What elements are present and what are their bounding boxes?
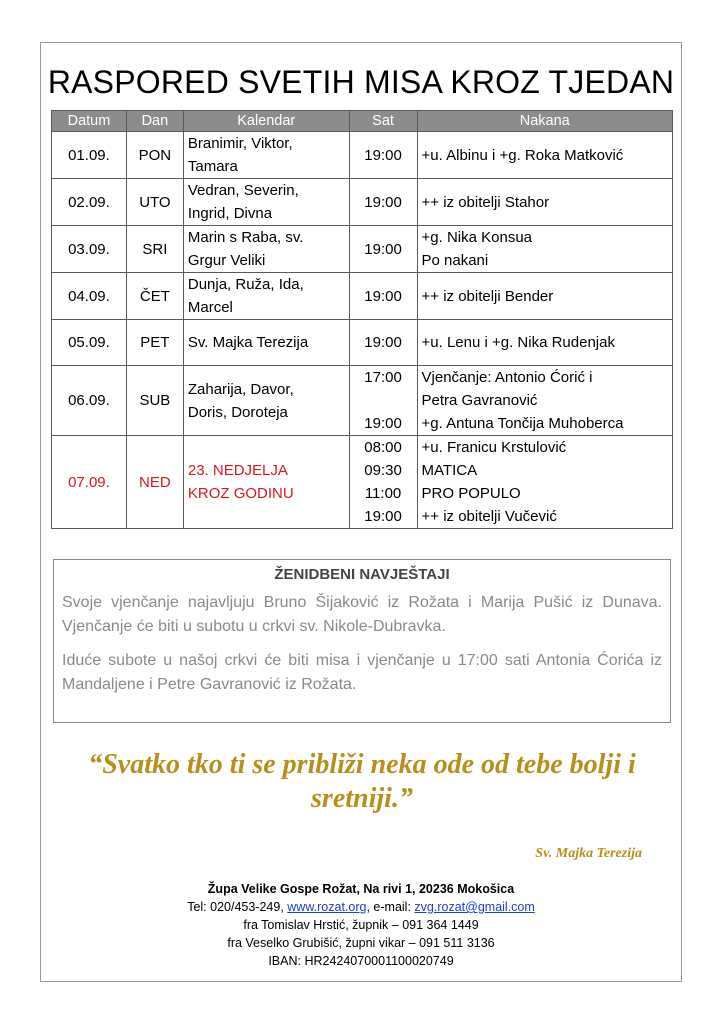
day-cell (126, 436, 183, 529)
intention-cell (417, 226, 672, 273)
date-cell (52, 273, 127, 320)
pastor-line: fra Tomislav Hrstić, župnik – 091 364 1449 (243, 918, 479, 932)
date-text: 02.09. (68, 193, 110, 211)
page-title: RASPORED SVETIH MISA KROZ TJEDAN (47, 64, 675, 100)
mass-time: 19:00 (364, 193, 402, 211)
intention-cell (417, 179, 672, 226)
announcements-title: ŽENIDBENI NAVJEŠTAJI (274, 566, 450, 583)
date-cell (52, 226, 127, 273)
calendar-cell (183, 320, 349, 366)
intention-line: +u. Lenu i +g. Nika Rudenjak (421, 334, 615, 351)
mass-time: 19:00 (364, 287, 402, 305)
marriage-announcements-box (53, 559, 671, 723)
time-cell (349, 132, 417, 179)
phone-text: Tel: 020/453-249, (187, 900, 288, 914)
date-cell (52, 132, 127, 179)
intention-line: ++ iz obitelji Vučević (421, 508, 557, 525)
email-label: , e-mail: (366, 900, 415, 914)
day-text: NED (139, 473, 171, 491)
header-kalendar: Kalendar (183, 111, 349, 132)
intention-cell (417, 320, 672, 366)
iban-line: IBAN: HR2424070001100020749 (268, 954, 454, 968)
mass-time: 09:30 (364, 462, 402, 479)
table-row (52, 320, 673, 366)
table-body (52, 132, 673, 529)
date-text: 07.09. (68, 473, 110, 491)
time-cell (349, 366, 417, 436)
calendar-line: Sv. Majka Terezija (187, 334, 309, 351)
table-row (52, 366, 673, 436)
header-dan: Dan (126, 111, 183, 132)
intention-line: ++ iz obitelji Stahor (421, 193, 550, 211)
day-cell (126, 320, 183, 366)
header-sat: Sat (349, 111, 417, 132)
day-text: SRI (142, 240, 168, 258)
date-text: 06.09. (68, 392, 110, 409)
calendar-line: Branimir, Viktor, (187, 135, 293, 152)
intention-line: Vjenčanje: Antonio Ćorić i (421, 369, 593, 386)
day-text: ČET (139, 287, 170, 305)
intention-line: ++ iz obitelji Bender (421, 287, 554, 305)
intention-cell (417, 273, 672, 320)
calendar-line: Marin s Raba, sv. (187, 229, 304, 246)
intention-cell (417, 436, 672, 529)
calendar-cell (183, 366, 349, 436)
mass-time: 19:00 (364, 334, 402, 351)
date-cell (52, 179, 127, 226)
day-text: PON (138, 146, 172, 164)
website-link[interactable]: www.rozat.org (287, 900, 367, 914)
date-cell (52, 366, 127, 436)
calendar-line: Zaharija, Davor, (187, 380, 294, 398)
announcement-paragraph-2: Iduće subote u našoj crkvi će biti misa i vjenčanje u 17:00 sati Antonia Ćorića iz Mandaljene i Petre Gavranović iz Rožata. (62, 652, 662, 693)
date-text: 04.09. (68, 287, 110, 305)
mass-time: 19:00 (364, 146, 402, 164)
intention-line: Po nakani (421, 252, 489, 269)
parish-name-address: Župa Velike Gospe Rožat, Na rivi 1, 20236 Mokošica (207, 882, 515, 896)
calendar-line: Doris, Doroteja (187, 403, 288, 421)
calendar-cell (183, 436, 349, 529)
table-row (52, 179, 673, 226)
day-cell (126, 226, 183, 273)
intention-line: +u. Albinu i +g. Roka Matković (421, 146, 624, 164)
mass-time: 19:00 (364, 508, 402, 525)
time-cell (349, 436, 417, 529)
time-cell (349, 226, 417, 273)
mass-time: 11:00 (364, 485, 402, 502)
calendar-line: 23. NEDJELJA (187, 462, 288, 479)
table-row (52, 436, 673, 529)
mass-time: 19:00 (364, 240, 402, 258)
header-nakana: Nakana (417, 111, 672, 132)
email-link[interactable]: zvg.rozat@gmail.com (414, 900, 535, 914)
calendar-cell (183, 179, 349, 226)
calendar-line: KROZ GODINU (187, 485, 294, 502)
intention-line: PRO POPULO (421, 485, 521, 502)
calendar-line: Ingrid, Divna (187, 205, 273, 222)
mass-time: 17:00 (364, 369, 402, 386)
calendar-cell (183, 226, 349, 273)
day-cell (126, 179, 183, 226)
day-cell (126, 366, 183, 436)
calendar-cell (183, 273, 349, 320)
vicar-line: fra Veselko Grubišić, župni vikar – 091 511 3136 (227, 936, 495, 950)
contact-line (40, 898, 682, 916)
time-cell (349, 179, 417, 226)
table-row (52, 132, 673, 179)
header-datum: Datum (52, 111, 127, 132)
mass-time: 19:00 (364, 415, 402, 432)
calendar-line: Grgur Veliki (187, 252, 266, 269)
parish-footer (40, 880, 682, 970)
date-text: 03.09. (68, 240, 110, 258)
calendar-line: Vedran, Severin, (187, 182, 299, 199)
day-cell (126, 273, 183, 320)
day-cell (126, 132, 183, 179)
quote-text: “Svatko tko ti se približi neka ode od tebe bolji i sretniji.” (88, 749, 636, 814)
date-text: 01.09. (68, 146, 110, 164)
intention-line: MATICA (421, 462, 478, 479)
intention-line: +g. Antuna Tončija Muhoberca (421, 415, 624, 432)
date-cell (52, 320, 127, 366)
quote-author: Sv. Majka Terezija (535, 846, 642, 861)
mass-time (354, 389, 413, 412)
announcement-paragraph-1: Svoje vjenčanje najavljuju Bruno Šijaković iz Rožata i Marija Pušić iz Dunava. Vjenčanje će biti u subotu u crkvi sv. Nikole-Dubravka. (62, 594, 662, 635)
intention-line: +u. Franicu Krstulović (421, 439, 567, 456)
day-text: SUB (139, 392, 171, 409)
table-header-row (52, 111, 673, 132)
mass-time: 08:00 (364, 439, 402, 456)
day-text: PET (140, 334, 170, 351)
mass-schedule-table (51, 110, 673, 529)
date-cell (52, 436, 127, 529)
day-text: UTO (139, 193, 171, 211)
intention-cell (417, 366, 672, 436)
intention-cell (417, 132, 672, 179)
calendar-line: Dunja, Ruža, Ida, (187, 276, 304, 293)
calendar-cell (183, 132, 349, 179)
time-cell (349, 320, 417, 366)
calendar-line: Tamara (187, 158, 238, 175)
date-text: 05.09. (68, 334, 110, 351)
intention-line: Petra Gavranović (421, 392, 538, 409)
time-cell (349, 273, 417, 320)
table-row (52, 273, 673, 320)
table-row (52, 226, 673, 273)
intention-line: +g. Nika Konsua (421, 229, 533, 246)
calendar-line: Marcel (187, 299, 233, 316)
